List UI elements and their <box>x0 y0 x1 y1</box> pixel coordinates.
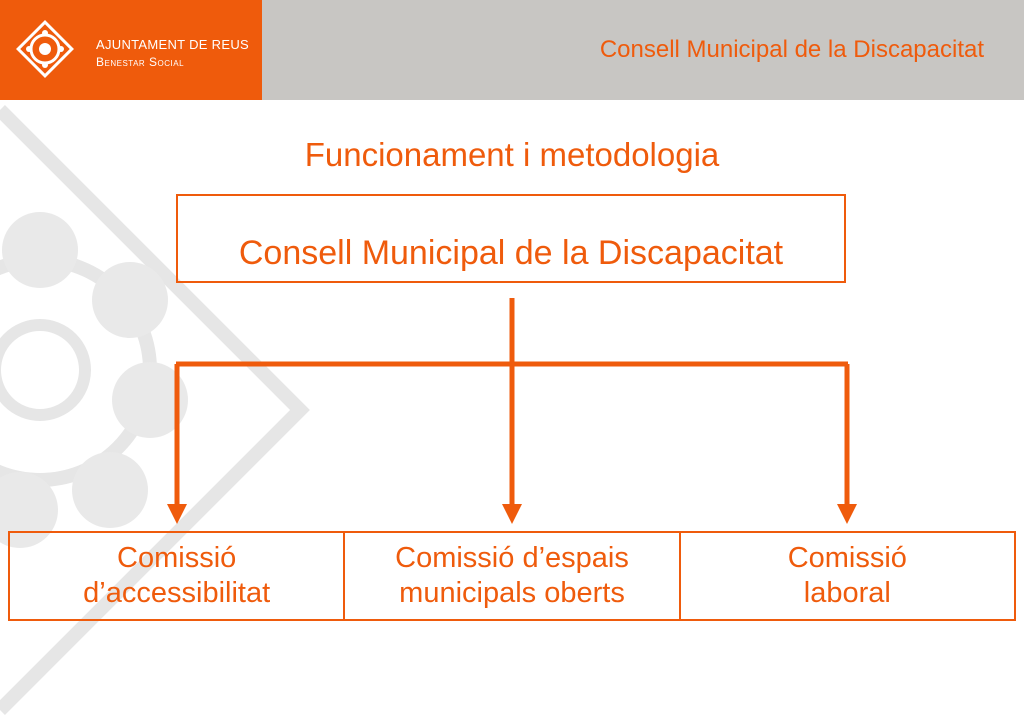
logo-line-2: Benestar Social <box>96 55 185 69</box>
child-node-espais-municipals <box>343 533 678 619</box>
child-node-laboral <box>679 533 1014 619</box>
child-node-label: Comissió d’espais municipals oberts <box>395 542 629 609</box>
root-node-label: Consell Municipal de la Discapacitat <box>238 234 784 272</box>
page-title: Funcionament i metodologia <box>304 136 720 173</box>
child-nodes <box>8 531 1016 621</box>
child-node-accessibilitat <box>10 533 343 619</box>
header-title: Consell Municipal de la Discapacitat <box>599 36 984 63</box>
child-node-label: Comissió laboral <box>787 542 907 609</box>
child-node-label: Comissió d’accessibilitat <box>83 542 271 609</box>
logo-line-1: AJUNTAMENT DE REUS <box>96 37 249 52</box>
